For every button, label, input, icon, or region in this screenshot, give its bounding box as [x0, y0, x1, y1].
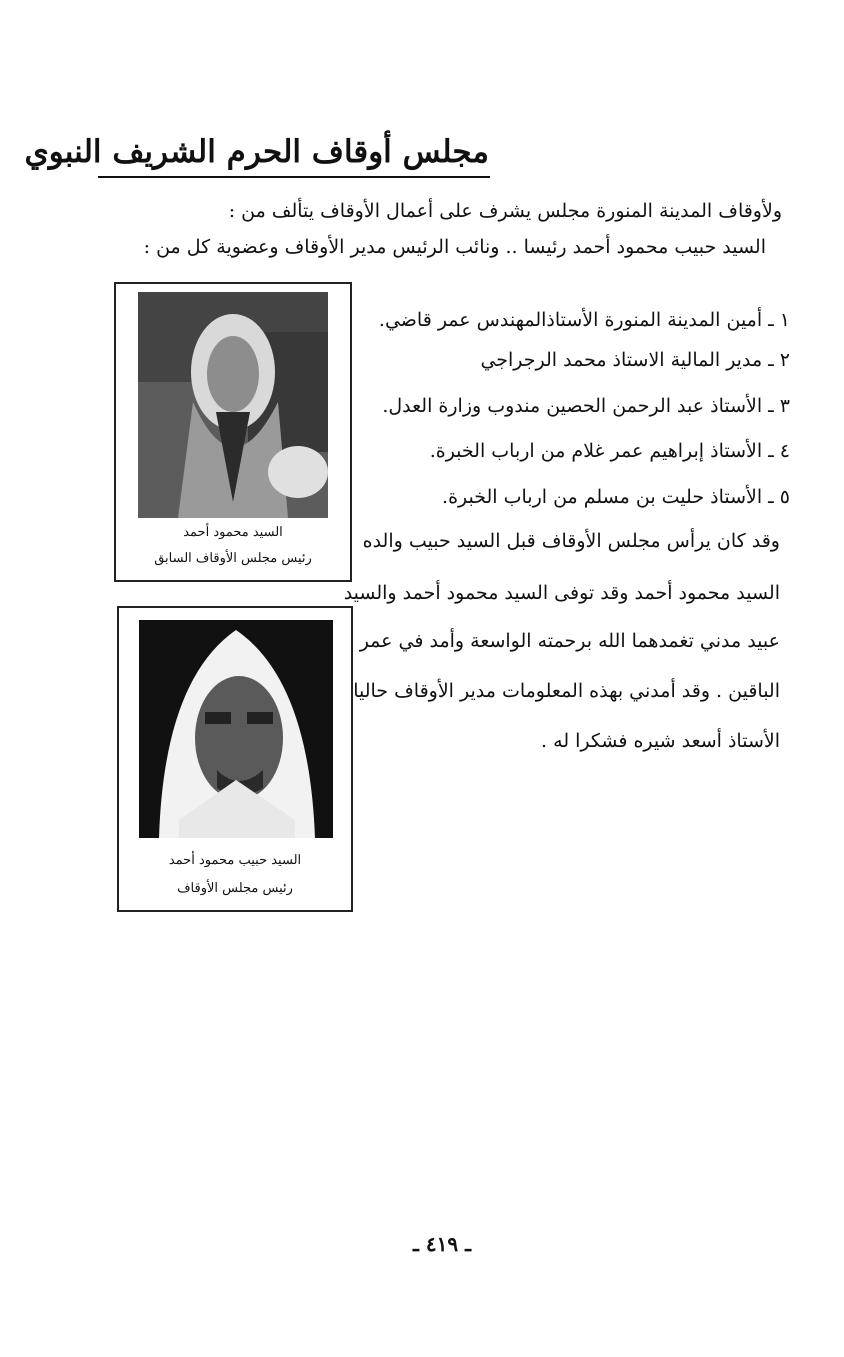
member-item-2: ٢ ـ مدير المالية الاستاذ محمد الرجراجي — [480, 349, 790, 371]
paragraph-line-5: الأستاذ أسعد شيره فشكرا له . — [541, 730, 780, 752]
photo-frame-current-chairman — [117, 606, 353, 912]
intro-line-1: ولأوقاف المدينة المنورة مجلس يشرف على أعمال الأوقاف يتألف من : — [228, 200, 782, 222]
section-heading: مجلس أوقاف الحرم الشريف النبوي — [24, 134, 489, 170]
intro-line-2: السيد حبيب محمود أحمد رئيسا .. ونائب الرئيس مدير الأوقاف وعضوية كل من : — [143, 236, 766, 258]
page-number: ـ ٤١٩ ـ — [413, 1232, 471, 1256]
portrait-photo-former-chairman — [138, 292, 328, 518]
portrait-image-1 — [138, 292, 328, 518]
paragraph-line-1: وقد كان يرأس مجلس الأوقاف قبل السيد حبيب والده — [362, 530, 780, 552]
paragraph-line-2: السيد محمود أحمد وقد توفى السيد محمود أحمد والسيد — [343, 582, 780, 604]
photo-frame-former-chairman — [114, 282, 352, 582]
photo-caption-2-name: السيد حبيب محمود أحمد — [168, 853, 302, 868]
member-item-3: ٣ ـ الأستاذ عبد الرحمن الحصين مندوب وزارة العدل. — [382, 395, 790, 417]
photo-caption-2-title: رئيس مجلس الأوقاف — [177, 881, 293, 896]
paragraph-line-4: الباقين . وقد أمدني بهذه المعلومات مدير الأوقاف حاليا — [353, 680, 780, 702]
member-item-5: ٥ ـ الأستاذ حليت بن مسلم من ارباب الخبرة. — [442, 486, 790, 508]
photo-caption-1-name: السيد محمود أحمد — [183, 525, 283, 540]
heading-underline — [98, 176, 490, 178]
paragraph-line-3: عبيد مدني تغمدهما الله برحمته الواسعة وأمد في عمر — [359, 630, 780, 652]
member-item-1: ١ ـ أمين المدينة المنورة الأستاذالمهندس عمر قاضي. — [378, 309, 790, 331]
portrait-image-2 — [139, 620, 333, 838]
portrait-photo-current-chairman — [139, 620, 333, 838]
member-item-4: ٤ ـ الأستاذ إبراهيم عمر غلام من ارباب الخبرة. — [429, 440, 790, 462]
photo-caption-1-title: رئيس مجلس الأوقاف السابق — [154, 551, 312, 566]
